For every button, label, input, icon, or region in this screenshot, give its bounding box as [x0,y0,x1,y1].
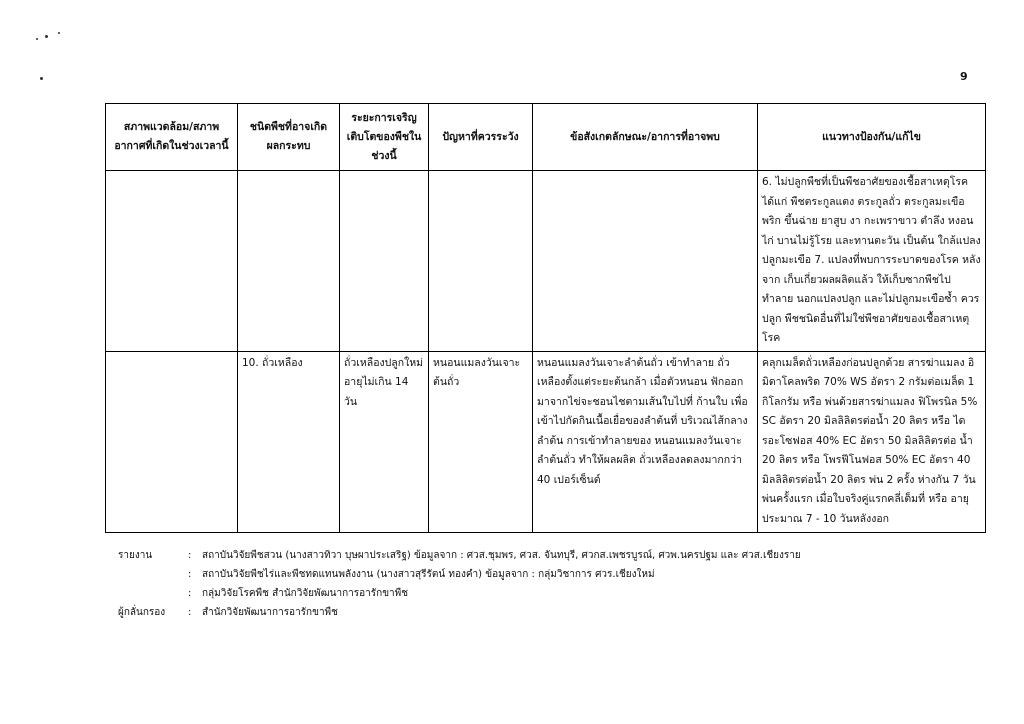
cell-problem [429,171,533,352]
table-row [106,351,986,532]
cell-environment [106,351,238,532]
cell-symptoms: หนอนแมลงวันเจาะลำต้นถั่ว เข้าทำลาย ถั่วเหลืองตั้งแต่ระยะต้นกล้า เมื่อตัวหนอน ฟักออกมาจากไข่จะชอนไชตามเส้นใบไปที่ ก้านใบ เพื่อเข้าไปกัดกินเนื้อเยื่อของลำต้นที่ บริเวณไส้กลางลำต้น การเข้าทำลายของ หนอนแมลงวันเจาะลำต้นถั่ว ทำให้ผลผลิต ถั่วเหลืองลดลงมากกว่า 40 เปอร์เซ็นต์ [533,351,758,532]
scan-speck [36,38,38,40]
credit-text: สถาบันวิจัยพืชสวน (นางสาวทิวา บุษผาประเสริฐ) ข้อมูลจาก : ศวส.ชุมพร, ศวส. จันทบุรี, ศวกส.เพชรบูรณ์, ศวพ.นครปฐม และ ศวส.เชียงราย [202,550,801,561]
cell-crop [238,171,340,352]
table-header-row [106,104,986,171]
advisory-table [105,103,986,533]
credit-label [118,584,188,603]
header-prevention: แนวทางป้องกัน/แก้ไข [758,104,986,171]
credit-text: สำนักวิจัยพัฒนาการอารักขาพืช [202,607,338,618]
cell-growth-stage [340,171,429,352]
credit-label: ผู้กลั่นกรอง [118,607,166,618]
cell-symptoms [533,171,758,352]
header-growth-stage: ระยะการเจริญเติบโตของพืชในช่วงนี้ [340,104,429,171]
credit-text: สถาบันวิจัยพืชไร่และพืชทดแทนพลังงาน (นางสาวสุรีรัตน์ ทองคำ) ข้อมูลจาก : กลุ่มวิชาการ ศวร.เชียงใหม่ [202,569,655,580]
credit-text: กลุ่มวิจัยโรคพืช สำนักวิจัยพัฒนาการอารักขาพืช [202,588,409,599]
credit-label [118,565,188,584]
cell-prevention: 6. ไม่ปลูกพืชที่เป็นพืชอาศัยของเชื้อสาเหตุโรค ได้แก่ พืชตระกูลแตง ตระกูลถั่ว ตระกูลมะเขือ พริก ขึ้นฉ่าย ยาสูบ งา กะเพราขาว ตำลึง หงอนไก่ บานไม่รู้โรย และทานตะวัน เป็นต้น ใกล้แปลงปลูกมะเขือ 7. แปลงที่พบการระบาดของโรค หลังจาก เก็บเกี่ยวผลผลิตแล้ว ให้เก็บซากพืชไปทำลาย นอกแปลงปลูก และไม่ปลูกมะเขือซ้ำ ควรปลูก พืชชนิดอื่นที่ไม่ใช่พืชอาศัยของเชื้อสาเหตุโรค [758,171,986,352]
report-credits [118,546,801,622]
cell-growth-stage: ถั่วเหลืองปลูกใหม่ อายุไม่เกิน 14 วัน [340,351,429,532]
table-row [106,171,986,352]
header-environment: สภาพแวดล้อม/สภาพอากาศที่เกิดในช่วงเวลานี้ [106,104,238,171]
page-number: 9 [960,70,968,83]
cell-crop: 10. ถั่วเหลือง [238,351,340,532]
header-symptoms: ข้อสังเกตลักษณะ/อาการที่อาจพบ [533,104,758,171]
credit-colon: : [188,588,192,599]
header-crop: ชนิดพืชที่อาจเกิดผลกระทบ [238,104,340,171]
credit-line [118,584,801,603]
credit-colon: : [188,569,192,580]
scan-speck [40,77,43,80]
cell-prevention: คลุกเมล็ดถั่วเหลืองก่อนปลูกด้วย สารฆ่าแมลง อิมิดาโคลพริด 70% WS อัตรา 2 กรัมต่อเมล็ด 1 กิโลกรัม หรือ พ่นด้วยสารฆ่าแมลง ฟิโพรนิล 5% SC อัตรา 20 มิลลิลิตรต่อน้ำ 20 ลิตร หรือ ไดรอะโซฟอส 40% EC อัตรา 50 มิลลิลิตรต่อ น้ำ 20 ลิตร หรือ โพรฟีโนฟอส 50% EC อัตรา 40 มิลลิลิตรต่อน้ำ 20 ลิตร พ่น 2 ครั้ง ห่างกัน 7 วัน พ่นครั้งแรก เมื่อใบจริงคู่แรกคลี่เต็มที่ หรือ อายุประมาณ 7 - 10 วันหลังงอก [758,351,986,532]
scan-speck [45,35,48,38]
credit-line [118,546,801,565]
header-problem: ปัญหาที่ควรระวัง [429,104,533,171]
scan-speck [58,32,60,34]
credit-label: รายงาน [118,550,153,561]
cell-environment [106,171,238,352]
cell-problem: หนอนแมลงวันเจาะต้นถั่ว [429,351,533,532]
credit-line [118,603,801,622]
credit-colon: : [188,607,192,618]
credit-colon: : [188,550,192,561]
credit-line [118,565,801,584]
